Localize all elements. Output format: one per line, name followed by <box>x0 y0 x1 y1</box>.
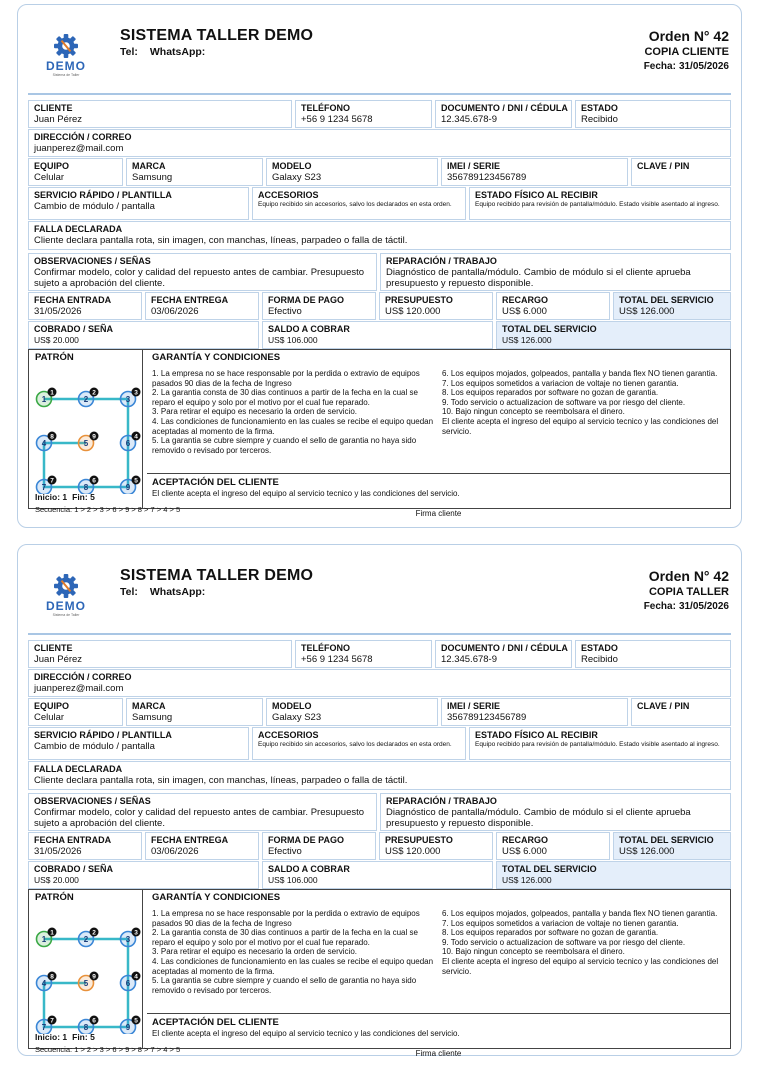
total-summary-cell <box>496 861 731 889</box>
device-cell <box>28 158 123 186</box>
client-label: CLIENTE <box>34 103 73 113</box>
status-value: Recibido <box>581 654 618 665</box>
warranty-item: 10. Bajo ningun concepto se reembolsara el dinero. <box>442 947 625 957</box>
pattern-dot-label: 1 <box>41 935 47 944</box>
warranty-item: 3. Para retirar el equipo es necesario la orden de servicio. <box>152 947 357 957</box>
deposit-cell <box>28 861 259 889</box>
client-label: CLIENTE <box>34 643 73 653</box>
pattern-dot-label: 2 <box>83 935 89 944</box>
acceptance-panel <box>147 476 730 518</box>
service-row <box>28 187 731 220</box>
warranty-item: 8. Los equipos reparados por software no gozan de garantia. <box>442 928 659 938</box>
fault-label: FALLA DECLARADA <box>34 764 123 774</box>
pattern-order-number: 5 <box>134 1017 138 1025</box>
warranty-item: 8. Los equipos reparados por software no gozan de garantia. <box>442 388 659 398</box>
client-row <box>28 100 731 128</box>
deposit-value: US$ 20.000 <box>34 335 79 345</box>
pattern-order-number: 8 <box>50 433 54 441</box>
date-out-cell <box>145 292 259 320</box>
pattern-order-number: 7 <box>50 477 54 485</box>
observations-label: OBSERVACIONES / SEÑAS <box>34 256 151 266</box>
accessories-cell <box>252 187 466 220</box>
model-label: MODELO <box>272 161 312 171</box>
warranty-item: 7. Los equipos sometidos a variacion de voltaje no tienen garantia. <box>442 378 679 388</box>
pattern-dot-label: 3 <box>125 935 131 944</box>
repair-cell <box>380 253 731 291</box>
warranty-item: 10. Bajo ningun concepto se reembolsara el dinero. <box>442 407 625 417</box>
device-label: EQUIPO <box>34 701 70 711</box>
pattern-dot-label: 6 <box>125 979 131 988</box>
brand-value: Samsung <box>132 172 173 183</box>
total-label: TOTAL DEL SERVICIO <box>619 295 714 305</box>
copy-label: COPIA CLIENTE <box>644 46 729 58</box>
date-in-cell <box>28 832 142 860</box>
payment-value: Efectivo <box>268 306 302 317</box>
acceptance-text: El cliente acepta el ingreso del equipo al servicio tecnico y las condiciones del servicio. <box>152 489 460 498</box>
quick-service-value: Cambio de módulo / pantalla <box>34 741 155 752</box>
balance-label: SALDO A COBRAR <box>268 324 350 334</box>
deposit-value: US$ 20.000 <box>34 875 79 885</box>
pattern-start: Inicio: 1 <box>35 1032 68 1042</box>
warranty-title: GARANTÍA Y CONDICIONES <box>152 892 281 903</box>
quick-service-label: SERVICIO RÁPIDO / PLANTILLA <box>34 730 172 740</box>
observations-cell <box>28 253 377 291</box>
fault-cell <box>28 761 731 790</box>
acceptance-text: El cliente acepta el ingreso del equipo al servicio tecnico y las condiciones del servicio. <box>152 1029 460 1038</box>
pattern-sequence: Secuencia: 1 > 2 > 3 > 6 > 9 > 8 > 7 > 4 > 5 <box>35 1045 181 1054</box>
pattern-order-number: 2 <box>92 389 96 397</box>
service-row <box>28 727 731 760</box>
pattern-order-number: 4 <box>134 973 138 981</box>
warranty-item: El cliente acepta el ingreso del equipo al servicio tecnico y las condiciones del servicio. <box>442 956 719 976</box>
fault-label: FALLA DECLARADA <box>34 224 123 234</box>
device-value: Celular <box>34 712 65 723</box>
observations-value: Confirmar modelo, color y calidad del repuesto antes de cambiar. Presupuesto sujeto a aprobación del cliente. <box>34 267 365 289</box>
budget-value: US$ 120.000 <box>385 846 441 857</box>
pattern-dot-label: 9 <box>125 483 131 492</box>
pattern-order-number: 4 <box>134 433 138 441</box>
warranty-item: 5. La garantia se cubre siempre y cuando el sello de garantia no haya sido removido o revisado por terceros. <box>152 436 417 455</box>
client-cell <box>28 100 292 128</box>
surcharge-value: US$ 6.000 <box>502 846 547 857</box>
pin-label: CLAVE / PIN <box>637 701 690 711</box>
warranty-left-column <box>152 909 437 995</box>
order-date-label: Fecha: <box>643 61 676 72</box>
logo-tagline: Sistema de Taller <box>52 73 80 77</box>
model-value: Galaxy S23 <box>272 712 322 723</box>
business-contact <box>120 586 205 598</box>
warranty-item: El cliente acepta el ingreso del equipo al servicio tecnico y las condiciones del servicio. <box>442 416 719 436</box>
budget-value: US$ 120.000 <box>385 306 441 317</box>
accessories-label: ACCESORIOS <box>258 190 319 200</box>
order-date <box>644 601 729 612</box>
notes-row <box>28 793 731 831</box>
warranty-left-column <box>152 369 437 455</box>
device-label: EQUIPO <box>34 161 70 171</box>
order-date-value: 31/05/2026 <box>678 601 729 612</box>
quick-service-value: Cambio de módulo / pantalla <box>34 201 155 212</box>
warranty-title: GARANTÍA Y CONDICIONES <box>152 352 281 363</box>
order-date-value: 31/05/2026 <box>678 61 729 72</box>
fault-row <box>28 761 731 790</box>
imei-label: IMEI / SERIE <box>447 701 501 711</box>
pattern-start: Inicio: 1 <box>35 492 68 502</box>
quick-service-cell <box>28 727 249 760</box>
unlock-pattern <box>29 364 143 494</box>
pattern-order-number: 3 <box>134 929 138 937</box>
address-row <box>28 129 731 157</box>
deposit-label: COBRADO / SEÑA <box>34 864 114 874</box>
document-value: 12.345.678-9 <box>441 654 497 665</box>
balance-value: US$ 106.000 <box>268 335 318 345</box>
warranty-item: 6. Los equipos mojados, golpeados, pantalla y banda flex NO tienen garantia. <box>442 909 718 918</box>
repair-label: REPARACIÓN / TRABAJO <box>386 256 497 266</box>
imei-cell <box>441 158 628 186</box>
repair-value: Diagnóstico de pantalla/módulo. Cambio de módulo si el cliente aprueba presupuesto y repuesto disponible. <box>386 807 691 829</box>
date-in-cell <box>28 292 142 320</box>
pattern-start-end <box>35 1032 95 1042</box>
document-value: 12.345.678-9 <box>441 114 497 125</box>
device-cell <box>28 698 123 726</box>
budget-label: PRESUPUESTO <box>385 835 453 845</box>
physical-state-label: ESTADO FÍSICO AL RECIBIR <box>475 730 598 740</box>
acceptance-title: ACEPTACIÓN DEL CLIENTE <box>152 477 279 488</box>
warranty-panel <box>147 350 730 474</box>
fault-value: Cliente declara pantalla rota, sin imagen, con manchas, líneas, parpadeo o falla de táctil. <box>34 235 408 246</box>
pattern-end: Fin: 5 <box>72 492 95 502</box>
device-row <box>28 698 731 726</box>
phone-value: +56 9 1234 5678 <box>301 114 373 125</box>
pattern-dot-label: 5 <box>83 979 89 988</box>
pin-cell <box>631 698 731 726</box>
unlock-pattern-panel <box>29 350 181 514</box>
pattern-order-number: 3 <box>134 389 138 397</box>
gear-logo-icon <box>42 573 90 617</box>
quick-service-label: SERVICIO RÁPIDO / PLANTILLA <box>34 190 172 200</box>
client-row <box>28 640 731 668</box>
status-cell <box>575 100 731 128</box>
brand-label: MARCA <box>132 701 166 711</box>
model-cell <box>266 158 438 186</box>
pattern-order-number: 6 <box>92 477 96 485</box>
whatsapp-label: WhatsApp: <box>149 46 206 58</box>
phone-cell <box>295 640 432 668</box>
header-divider <box>28 93 731 95</box>
total-summary-label: TOTAL DEL SERVICIO <box>502 324 597 334</box>
status-label: ESTADO <box>581 103 618 113</box>
physical-state-cell <box>469 727 731 760</box>
total-summary-label: TOTAL DEL SERVICIO <box>502 864 597 874</box>
accessories-cell <box>252 727 466 760</box>
warranty-item: 7. Los equipos sometidos a variacion de voltaje no tienen garantia. <box>442 918 679 928</box>
pattern-title: PATRÓN <box>35 352 74 363</box>
payment-row <box>28 292 731 320</box>
model-cell <box>266 698 438 726</box>
tel-label: Tel: <box>120 586 138 598</box>
pattern-dot-label: 8 <box>83 1023 89 1032</box>
acceptance-panel <box>147 1016 730 1058</box>
pin-cell <box>631 158 731 186</box>
payment-cell <box>262 832 376 860</box>
pattern-order-number: 5 <box>134 477 138 485</box>
balance-row <box>28 321 731 349</box>
surcharge-label: RECARGO <box>502 835 549 845</box>
phone-label: TELÉFONO <box>301 643 350 653</box>
surcharge-cell <box>496 832 610 860</box>
date-in-value: 31/05/2026 <box>34 306 82 317</box>
imei-label: IMEI / SERIE <box>447 161 501 171</box>
address-row <box>28 669 731 697</box>
balance-label: SALDO A COBRAR <box>268 864 350 874</box>
order-date-label: Fecha: <box>643 601 676 612</box>
fault-cell <box>28 221 731 250</box>
brand-cell <box>126 158 263 186</box>
date-out-label: FECHA ENTREGA <box>151 295 229 305</box>
surcharge-label: RECARGO <box>502 295 549 305</box>
tel-label: Tel: <box>120 46 138 58</box>
fault-value: Cliente declara pantalla rota, sin imagen, con manchas, líneas, parpadeo o falla de táctil. <box>34 775 408 786</box>
deposit-cell <box>28 321 259 349</box>
address-cell <box>28 129 731 157</box>
order-date <box>644 61 729 72</box>
phone-value: +56 9 1234 5678 <box>301 654 373 665</box>
status-value: Recibido <box>581 114 618 125</box>
total-label: TOTAL DEL SERVICIO <box>619 835 714 845</box>
document-cell <box>435 640 572 668</box>
order-number: Orden N° 42 <box>648 568 729 584</box>
pattern-order-number: 1 <box>50 389 54 397</box>
balance-cell <box>262 861 493 889</box>
address-cell <box>28 669 731 697</box>
budget-cell <box>379 292 493 320</box>
observations-label: OBSERVACIONES / SEÑAS <box>34 796 151 806</box>
warranty-item: 1. La empresa no se hace responsable por la perdida o extravio de equipos pasados 90 dias de la fecha de Ingreso <box>152 909 420 928</box>
client-cell <box>28 640 292 668</box>
model-label: MODELO <box>272 701 312 711</box>
pattern-dot-label: 9 <box>125 1023 131 1032</box>
pattern-dot-label: 2 <box>83 395 89 404</box>
warranty-item: 3. Para retirar el equipo es necesario la orden de servicio. <box>152 407 357 417</box>
logo-tagline: Sistema de Taller <box>52 613 80 617</box>
pattern-order-number: 9 <box>92 433 96 441</box>
model-value: Galaxy S23 <box>272 172 322 183</box>
balance-value: US$ 106.000 <box>268 875 318 885</box>
physical-state-value: Equipo recibido para revisión de pantalla/módulo. Estado visible asentado al ingreso. <box>475 741 720 748</box>
bottom-section <box>28 349 731 518</box>
surcharge-cell <box>496 292 610 320</box>
budget-cell <box>379 832 493 860</box>
fault-row <box>28 221 731 250</box>
address-value: juanperez@mail.com <box>34 143 124 154</box>
physical-state-cell <box>469 187 731 220</box>
gear-logo-icon <box>42 33 90 77</box>
warranty-panel <box>147 890 730 1014</box>
client-value: Juan Pérez <box>34 114 83 125</box>
header-divider <box>28 633 731 635</box>
pattern-order-number: 8 <box>50 973 54 981</box>
pattern-order-number: 2 <box>92 929 96 937</box>
accessories-label: ACCESORIOS <box>258 730 319 740</box>
payment-cell <box>262 292 376 320</box>
device-value: Celular <box>34 172 65 183</box>
date-in-value: 31/05/2026 <box>34 846 82 857</box>
pattern-sequence: Secuencia: 1 > 2 > 3 > 6 > 9 > 8 > 7 > 4 > 5 <box>35 505 181 514</box>
date-out-label: FECHA ENTREGA <box>151 835 229 845</box>
total-cell <box>613 832 731 860</box>
pattern-dot-label: 8 <box>83 483 89 492</box>
repair-value: Diagnóstico de pantalla/módulo. Cambio de módulo si el cliente aprueba presupuesto y repuesto disponible. <box>386 267 691 289</box>
repair-cell <box>380 793 731 831</box>
order-header <box>18 545 741 633</box>
bottom-section <box>28 889 731 1058</box>
pattern-dot-label: 6 <box>125 439 131 448</box>
unlock-pattern <box>29 904 143 1034</box>
pattern-start-end <box>35 492 95 502</box>
pattern-title: PATRÓN <box>35 892 74 903</box>
warranty-right-column <box>442 909 725 976</box>
logo-text: DEMO <box>46 599 86 613</box>
physical-state-label: ESTADO FÍSICO AL RECIBIR <box>475 190 598 200</box>
budget-label: PRESUPUESTO <box>385 295 453 305</box>
pattern-dot-label: 5 <box>83 439 89 448</box>
observations-cell <box>28 793 377 831</box>
pattern-dot-label: 3 <box>125 395 131 404</box>
brand-label: MARCA <box>132 161 166 171</box>
document-cell <box>435 100 572 128</box>
warranty-item: 4. Las condiciones de funcionamiento en las cuales se recibe el equipo quedan aceptadas al momento de la firma. <box>152 956 434 976</box>
pin-label: CLAVE / PIN <box>637 161 690 171</box>
address-label: DIRECCIÓN / CORREO <box>34 132 132 142</box>
status-cell <box>575 640 731 668</box>
order-number: Orden N° 42 <box>648 28 729 44</box>
signature-line: Firma cliente <box>415 509 462 518</box>
total-value: US$ 126.000 <box>619 846 675 857</box>
pattern-order-number: 6 <box>92 1017 96 1025</box>
client-value: Juan Pérez <box>34 654 83 665</box>
address-value: juanperez@mail.com <box>34 683 124 694</box>
pattern-order-number: 7 <box>50 1017 54 1025</box>
balance-cell <box>262 321 493 349</box>
repair-label: REPARACIÓN / TRABAJO <box>386 796 497 806</box>
brand-value: Samsung <box>132 712 173 723</box>
warranty-item: 2. La garantia consta de 30 dias continuos a partir de la fecha en la cual se reparo el equipo y solo por el motivo por el cual fue reparado. <box>152 388 418 407</box>
accessories-value: Equipo recibido sin accesorios, salvo los declarados en esta orden. <box>258 201 452 208</box>
imei-value: 356789123456789 <box>447 172 527 183</box>
business-contact <box>120 46 205 58</box>
warranty-item: 4. Las condiciones de funcionamiento en las cuales se recibe el equipo quedan aceptadas al momento de la firma. <box>152 416 434 436</box>
warranty-item: 1. La empresa no se hace responsable por la perdida o extravio de equipos pasados 90 dias de la fecha de Ingreso <box>152 369 420 388</box>
date-in-label: FECHA ENTRADA <box>34 835 112 845</box>
physical-state-value: Equipo recibido para revisión de pantalla/módulo. Estado visible asentado al ingreso. <box>475 201 720 208</box>
address-label: DIRECCIÓN / CORREO <box>34 672 132 682</box>
warranty-item: 5. La garantia se cubre siempre y cuando el sello de garantia no haya sido removido o revisado por terceros. <box>152 976 417 995</box>
date-out-value: 03/06/2026 <box>151 306 199 317</box>
warranty-item: 9. Todo servicio o actualizacion de software va por riesgo del cliente. <box>442 937 686 947</box>
device-row <box>28 158 731 186</box>
pattern-dot-label: 7 <box>41 1023 47 1032</box>
pattern-dot-label: 4 <box>41 439 47 448</box>
warranty-right-column <box>442 369 725 436</box>
payment-value: Efectivo <box>268 846 302 857</box>
deposit-label: COBRADO / SEÑA <box>34 324 114 334</box>
date-out-cell <box>145 832 259 860</box>
acceptance-title: ACEPTACIÓN DEL CLIENTE <box>152 1017 279 1028</box>
whatsapp-label: WhatsApp: <box>149 586 206 598</box>
business-name: SISTEMA TALLER DEMO <box>120 27 314 44</box>
payment-label: FORMA DE PAGO <box>268 295 344 305</box>
order-copy-workshop <box>17 544 742 1056</box>
balance-row <box>28 861 731 889</box>
accessories-value: Equipo recibido sin accesorios, salvo los declarados en esta orden. <box>258 741 452 748</box>
total-value: US$ 126.000 <box>619 306 675 317</box>
surcharge-value: US$ 6.000 <box>502 306 547 317</box>
brand-cell <box>126 698 263 726</box>
order-copy-client <box>17 4 742 528</box>
quick-service-cell <box>28 187 249 220</box>
payment-label: FORMA DE PAGO <box>268 835 344 845</box>
status-label: ESTADO <box>581 643 618 653</box>
logo-text: DEMO <box>46 59 86 73</box>
phone-label: TELÉFONO <box>301 103 350 113</box>
warranty-item: 9. Todo servicio o actualizacion de software va por riesgo del cliente. <box>442 397 686 407</box>
document-label: DOCUMENTO / DNI / CÉDULA <box>441 643 568 653</box>
date-out-value: 03/06/2026 <box>151 846 199 857</box>
pattern-dot-label: 1 <box>41 395 47 404</box>
pattern-dot-label: 4 <box>41 979 47 988</box>
total-summary-cell <box>496 321 731 349</box>
imei-cell <box>441 698 628 726</box>
total-summary-value: US$ 126.000 <box>502 875 552 885</box>
business-name: SISTEMA TALLER DEMO <box>120 567 314 584</box>
notes-row <box>28 253 731 291</box>
order-header <box>18 5 741 93</box>
total-summary-value: US$ 126.000 <box>502 335 552 345</box>
copy-label: COPIA TALLER <box>648 586 729 598</box>
total-cell <box>613 292 731 320</box>
payment-row <box>28 832 731 860</box>
pattern-order-number: 1 <box>50 929 54 937</box>
observations-value: Confirmar modelo, color y calidad del repuesto antes de cambiar. Presupuesto sujeto a aprobación del cliente. <box>34 807 365 829</box>
date-in-label: FECHA ENTRADA <box>34 295 112 305</box>
signature-line: Firma cliente <box>415 1049 462 1058</box>
pattern-end: Fin: 5 <box>72 1032 95 1042</box>
pattern-order-number: 9 <box>92 973 96 981</box>
phone-cell <box>295 100 432 128</box>
unlock-pattern-panel <box>29 890 181 1054</box>
warranty-item: 2. La garantia consta de 30 dias continuos a partir de la fecha en la cual se reparo el equipo y solo por el motivo por el cual fue reparado. <box>152 928 418 947</box>
pattern-dot-label: 7 <box>41 483 47 492</box>
imei-value: 356789123456789 <box>447 712 527 723</box>
document-label: DOCUMENTO / DNI / CÉDULA <box>441 103 568 113</box>
warranty-item: 6. Los equipos mojados, golpeados, pantalla y banda flex NO tienen garantia. <box>442 369 718 378</box>
